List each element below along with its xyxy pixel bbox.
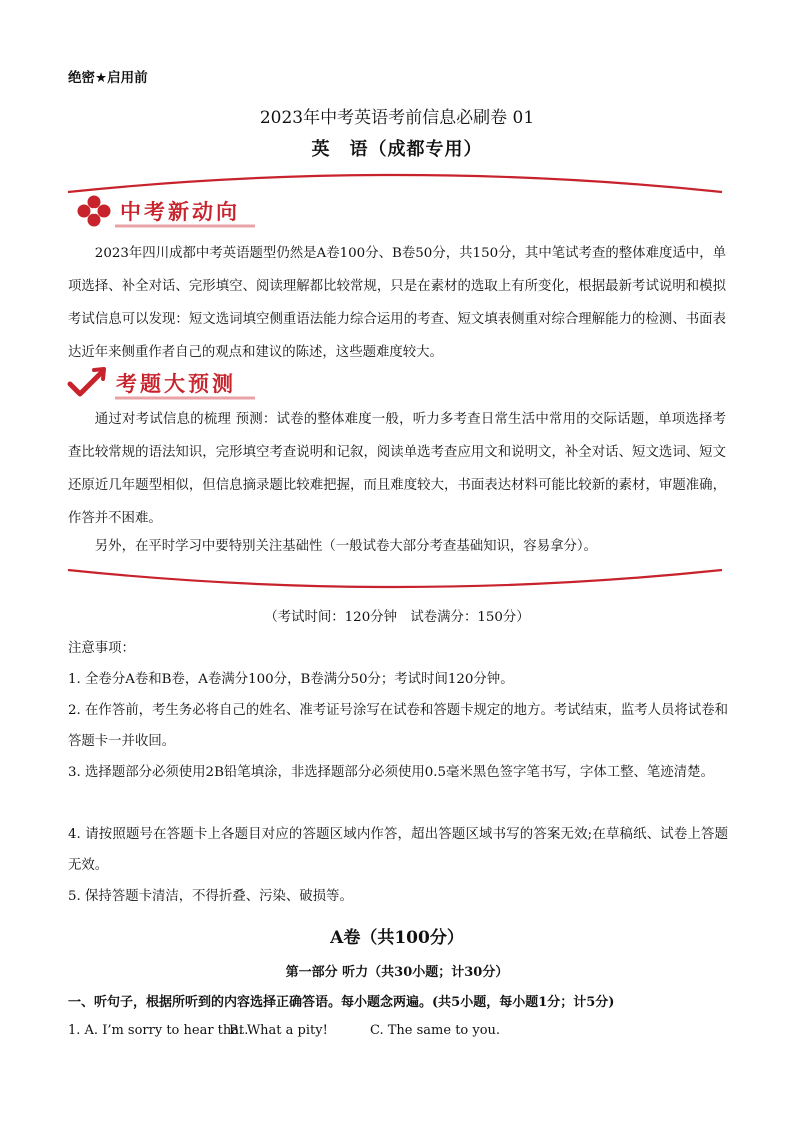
clover-icon xyxy=(76,194,112,228)
predict-heading-underline xyxy=(115,395,255,401)
trend-paragraph: 2023年四川成都中考英语题型仍然是A卷100分、B卷50分，共150分，其中笔试考查的整体难度适中，单项选择、补全对话、完形填空、阅读理解都比较常规，只是在素材的选取上有所变化，根据最新考试说明和模拟考试信息可以发现：短文选词填空侧重语法能力综合运用的考查、短文填表侧重对综合理解能力的检测、书面表达近年来侧重作者自己的观点和建议的陈述，这些题难度较大。 xyxy=(68,246,726,360)
question-number: 1. xyxy=(68,1023,81,1038)
option-a: A. I’m sorry to hear that. xyxy=(84,1023,249,1038)
section1-instruction: 一、听句子，根据所听到的内容选择正确答语。每小题念两遍。(共5小题，每小题1分；计5分) xyxy=(68,995,615,1010)
paper-a-title: A卷（共100分） xyxy=(330,928,464,948)
page-title: 2023年中考英语考前信息必刷卷 01 xyxy=(259,108,535,128)
predict-heading-text: 考题大预测 xyxy=(116,372,236,396)
part1-title: 第一部分 听力（共30小题；计30分） xyxy=(285,965,509,980)
trend-heading-text: 中考新动向 xyxy=(120,200,240,224)
top-arc-divider xyxy=(60,168,730,196)
predict-paragraph-1: 通过对考试信息的梳理 预测：试卷的整体难度一般，听力多考查日常生活中常用的交际话题，单项选择考查比较常规的语法知识，完形填空考查说明和记叙，阅读单选考查应用文和说明文，补全对话、短文选词、短文还原近几年题型相似，但信息摘录题比较难把握，而且难度较大，书面表达材料可能比较新的素材，审题准确，作答并不困难。 xyxy=(68,412,726,526)
trend-heading-underline xyxy=(115,223,255,229)
note-item-2: 2. 在作答前，考生务必将自己的姓名、准考证号涂写在试卷和答题卡规定的地方。考试结束，监考人员将试卷和答题卡一并收回。 xyxy=(68,703,728,749)
check-arrow-icon xyxy=(66,366,108,400)
secret-label: 绝密★启用前 xyxy=(68,70,148,86)
question-1 xyxy=(68,1023,248,1038)
note-item-3: 3. 选择题部分必须使用2B铅笔填涂，非选择题部分必须使用0.5毫米黑色签字笔书写，字体工整、笔迹清楚。 xyxy=(68,765,714,780)
note-item-1: 1. 全卷分A卷和B卷，A卷满分100分，B卷满分50分；考试时间120分钟。 xyxy=(68,672,514,687)
page-subtitle: 英 语（成都专用） xyxy=(311,139,483,160)
option-c: C. The same to you. xyxy=(370,1023,501,1038)
bottom-arc-divider xyxy=(60,566,730,594)
option-b: B. What a pity! xyxy=(229,1023,328,1038)
predict-paragraph-2: 另外，在平时学习中要特别关注基础性（一般试卷大部分考查基础知识，容易拿分）。 xyxy=(94,539,597,554)
notes-title: 注意事项： xyxy=(68,641,135,656)
note-item-5: 5. 保持答题卡清洁，不得折叠、污染、破损等。 xyxy=(68,889,353,904)
exam-info: （考试时间：120分钟 试卷满分：150分） xyxy=(264,610,530,625)
note-item-4: 4. 请按照题号在答题卡上各题目对应的答题区域内作答，超出答题区域书写的答案无效;在草稿纸、试卷上答题无效。 xyxy=(68,827,728,873)
